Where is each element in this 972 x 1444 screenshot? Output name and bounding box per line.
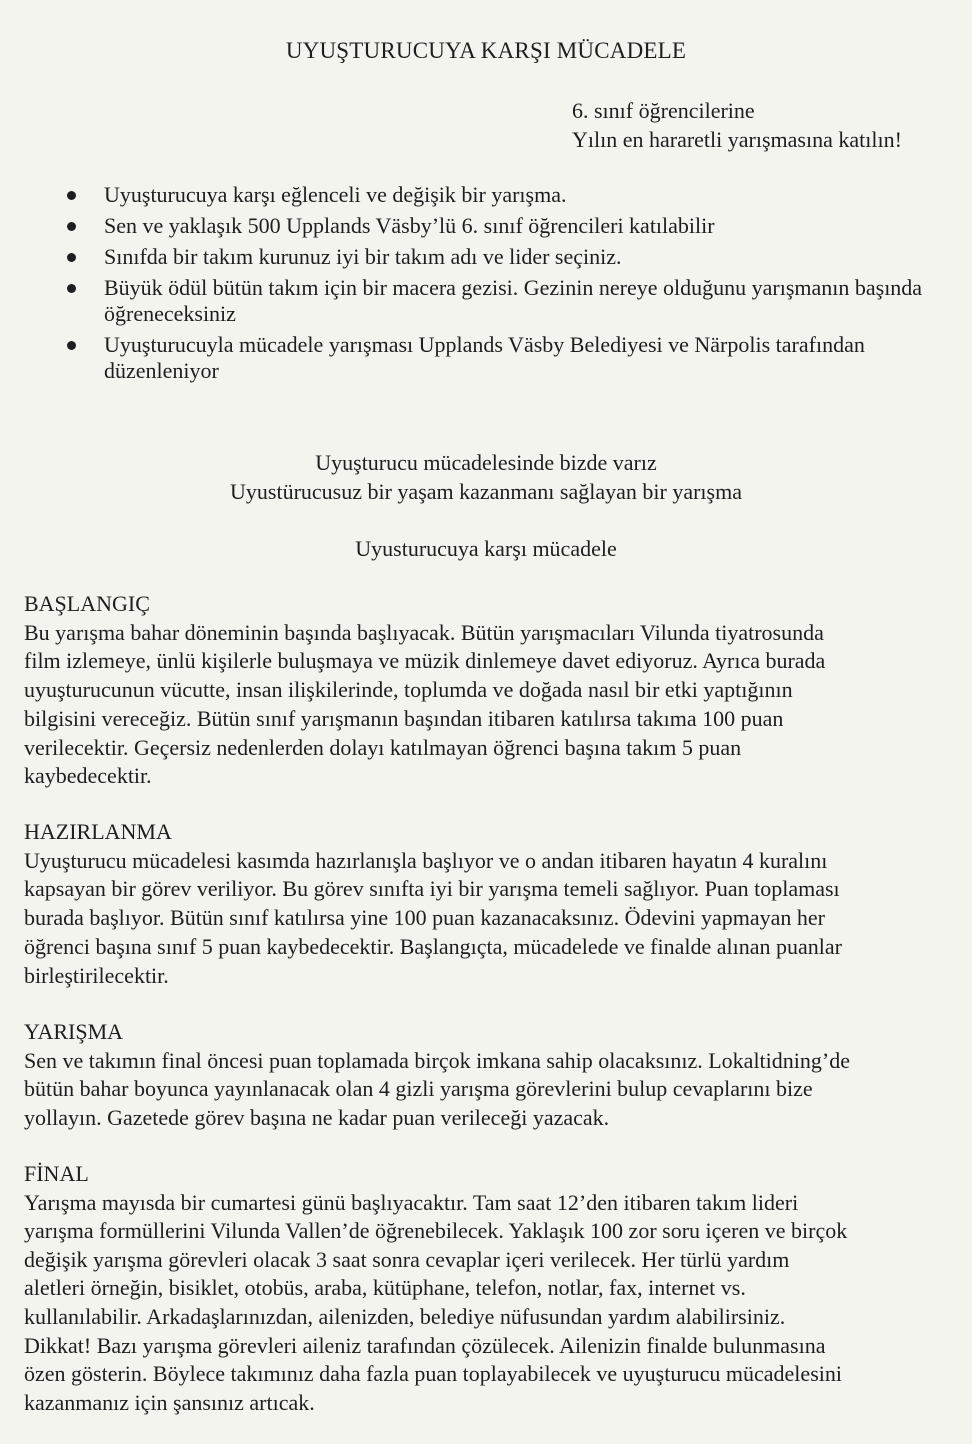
text-line: burada başlıyor. Bütün sınıf katılırsa yine 100 puan kazanacaksınız. Ödevini yapmayan her bbox=[24, 905, 825, 931]
text-line: kullanılabilir. Arkadaşlarınızdan, ailenizden, belediye nüfusundan yardım alabilirsiniz. bbox=[24, 1304, 786, 1330]
text-line: birleştirilecektir. bbox=[24, 962, 169, 988]
section-body bbox=[24, 1047, 954, 1133]
bullet-item: Uyuşturucuya karşı eğlenceli ve değişik bir yarışma. bbox=[62, 182, 952, 208]
text-line: Bu yarışma bahar döneminin başında başlıyacak. Bütün yarışmacıları Vilunda tiyatrosunda bbox=[24, 619, 824, 645]
text-line: öğrenci başına sınıf 5 puan kaybedecektir. Başlangıçta, mücadelede ve finalde alınan puanlar bbox=[24, 933, 842, 959]
text-line: bilgisini vereceğiz. Bütün sınıf yarışmanın başından itibaren katılırsa takıma 100 puan bbox=[24, 705, 784, 731]
section-final bbox=[24, 1160, 954, 1417]
bullet-dot-icon bbox=[67, 341, 76, 350]
intro-line-2: Yılın en hararetli yarışmasına katılın! bbox=[572, 127, 902, 152]
bullet-dot-icon bbox=[67, 284, 76, 293]
slogan-line-1: Uyuşturucu mücadelesinde bizde varız bbox=[315, 450, 657, 475]
section-heading: BAŞLANGIÇ bbox=[24, 591, 150, 616]
text-line: yarışma formüllerini Vilunda Vallen’de öğrenebilecek. Yaklaşık 100 zor soru içeren ve birçok bbox=[24, 1218, 848, 1244]
bullet-dot-icon bbox=[67, 253, 76, 262]
bullet-item: Sınıfda bir takım kurunuz iyi bir takım adı ve lider seçiniz. bbox=[62, 244, 952, 270]
bullet-item: Büyük ödül bütün takım için bir macera gezisi. Gezinin nereye olduğunu yarışmanın başında öğreneceksiniz bbox=[62, 275, 952, 327]
text-line: uyuşturucunun vücutte, insan ilişkilerinde, toplumda ve doğada nasıl bir etki yaptığının bbox=[24, 677, 793, 703]
section-subtitle: Uyusturucuya karşı mücadele bbox=[355, 536, 617, 561]
section-body bbox=[24, 847, 954, 991]
text-line: kapsayan bir görev veriliyor. Bu görev sınıfta iyi bir yarışma temeli sağlıyor. Puan toplaması bbox=[24, 876, 840, 902]
intro-line-1: 6. sınıf öğrencilerine bbox=[572, 98, 755, 123]
section-baslangic bbox=[24, 590, 954, 791]
text-line: film izlemeye, ünlü kişilerle buluşmaya ve müzik dinlemeye davet ediyoruz. Ayrıca burada bbox=[24, 648, 826, 674]
section-body bbox=[24, 1189, 954, 1418]
text-line: aletleri örneğin, bisiklet, otobüs, araba, kütüphane, telefon, notlar, fax, internet vs. bbox=[24, 1275, 746, 1301]
document-title: UYUŞTURUCUYA KARŞI MÜCADELE bbox=[285, 38, 687, 63]
bullet-dot-icon bbox=[67, 222, 76, 231]
text-line: Uyuşturucu mücadelesi kasımda hazırlanışla başlıyor ve o andan itibaren hayatın 4 kuralını bbox=[24, 847, 828, 873]
intro-block bbox=[572, 96, 962, 154]
section-heading: YARIŞMA bbox=[24, 1019, 124, 1044]
slogan-line-2: Uyustürucusuz bir yaşam kazanmanı sağlayan bir yarışma bbox=[230, 479, 742, 504]
text-line: kazanmanız için şansınız artıcak. bbox=[24, 1389, 315, 1415]
text-line: Dikkat! Bazı yarışma görevleri aileniz tarafından çözülecek. Ailenizin finalde bulunmasına bbox=[24, 1332, 826, 1358]
text-line: bütün bahar boyunca yayınlanacak olan 4 gizli yarışma görevlerini bulup cevaplarını bize bbox=[24, 1076, 813, 1102]
text-line: özen gösterin. Böylece takımınız daha fazla puan toplayabilecek ve uyuşturucu mücadelesini bbox=[24, 1361, 842, 1387]
bullet-dot-icon bbox=[67, 191, 76, 200]
text-line: verilecektir. Geçersiz nedenlerden dolayı katılmayan öğrenci başına takım 5 puan bbox=[24, 734, 742, 760]
bullet-item: Sen ve yaklaşık 500 Upplands Väsby’lü 6. sınıf öğrencileri katılabilir bbox=[62, 213, 952, 239]
text-line: değişik yarışma görevleri olacak 3 saat sonra cevaplar içeri verilecek. Her türlü yardım bbox=[24, 1246, 790, 1272]
text-line: kaybedecektir. bbox=[24, 763, 152, 789]
text-line: yollayın. Gazetede görev başına ne kadar puan verileceği yazacak. bbox=[24, 1105, 610, 1131]
section-heading: HAZIRLANMA bbox=[24, 819, 172, 844]
text-line: Sen ve takımın final öncesi puan toplamada birçok imkana sahip olacaksınız. Lokaltidning’de bbox=[24, 1047, 850, 1073]
section-hazirlanma bbox=[24, 818, 954, 990]
section-heading: FİNAL bbox=[24, 1161, 89, 1186]
bullet-item: Uyuşturucuyla mücadele yarışması Upplands Väsby Belediyesi ve Närpolis tarafından düzenleniyor bbox=[62, 332, 952, 384]
text-line: Yarışma mayısda bir cumartesi günü başlıyacaktır. Tam saat 12’den itibaren takım lideri bbox=[24, 1189, 799, 1215]
section-yarisma bbox=[24, 1018, 954, 1133]
bullet-list bbox=[62, 182, 952, 389]
slogan-block bbox=[0, 448, 972, 506]
section-body bbox=[24, 619, 954, 791]
